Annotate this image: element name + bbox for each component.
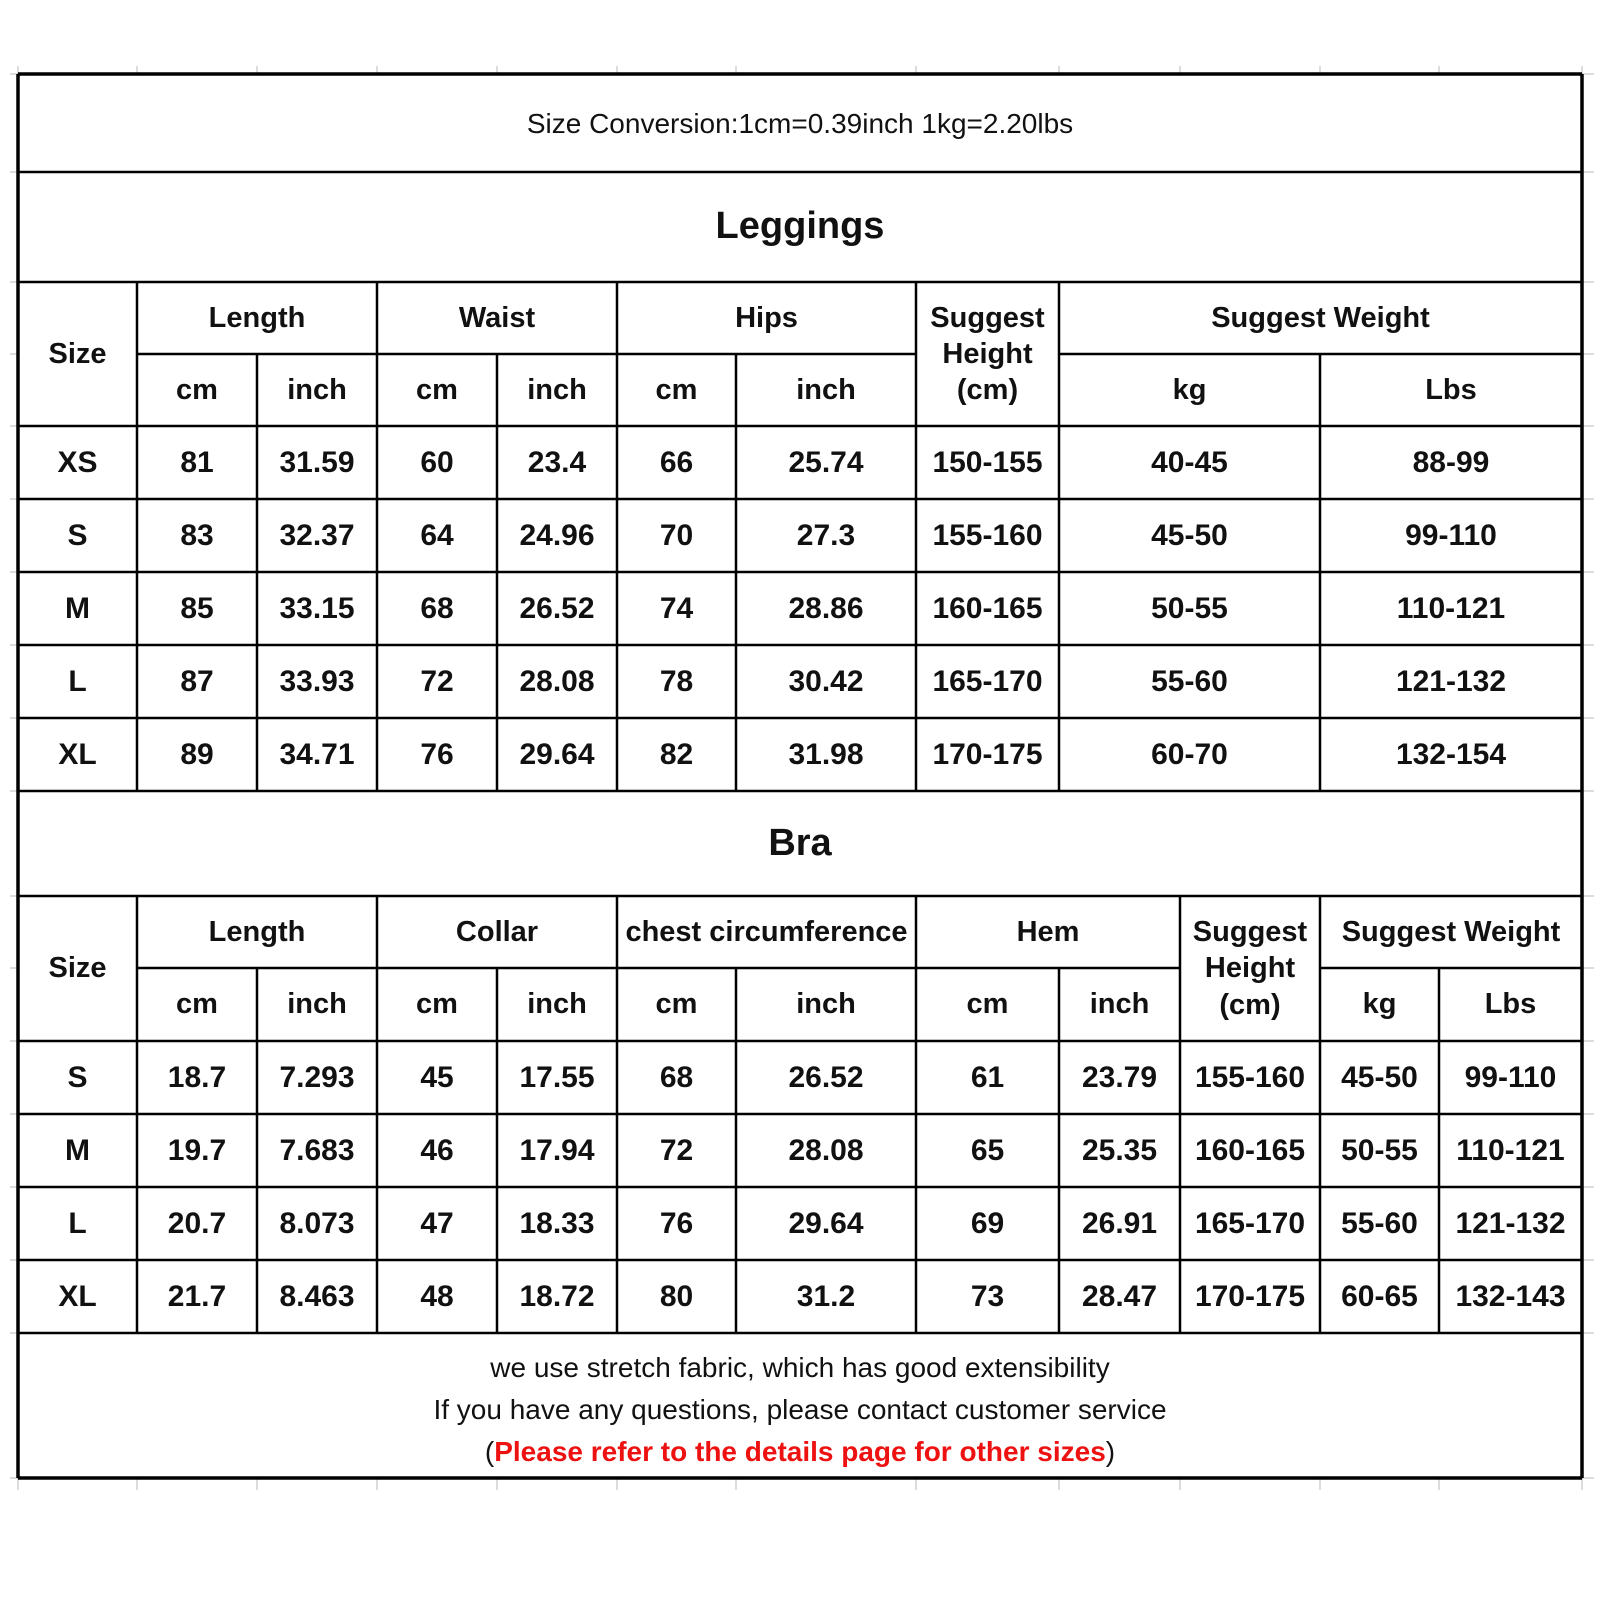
leggings-cell: 29.64 <box>519 737 595 771</box>
leggings-cell: 70 <box>659 518 694 552</box>
bra-subheader-cm: cm <box>655 988 698 1021</box>
leggings-header-size: Size <box>48 337 107 370</box>
bra-header-suggest-height: Suggest Height (cm) <box>1192 916 1308 1021</box>
bra-cell: 17.94 <box>519 1133 595 1167</box>
leggings-cell: 88-99 <box>1412 445 1490 479</box>
bra-cell: 45 <box>420 1060 454 1094</box>
bra-cell: 132-143 <box>1455 1279 1566 1313</box>
bra-cell: 26.52 <box>788 1060 864 1094</box>
bra-cell: 60-65 <box>1341 1279 1418 1313</box>
leggings-cell: 50-55 <box>1151 591 1228 625</box>
leggings-cell: 33.93 <box>279 664 355 698</box>
leggings-cell: 83 <box>180 518 214 552</box>
leggings-cell: 28.86 <box>788 591 864 625</box>
bra-cell: 18.72 <box>519 1279 595 1313</box>
leggings-cell: 87 <box>180 664 214 698</box>
leggings-cell: 26.52 <box>519 591 595 625</box>
leggings-cell: 82 <box>659 737 694 771</box>
leggings-header-waist: Waist <box>458 301 536 334</box>
bra-cell: 25.35 <box>1081 1133 1158 1167</box>
leggings-cell: 23.4 <box>527 445 587 479</box>
bra-header-length: Length <box>208 915 306 948</box>
leggings-cell: 66 <box>659 445 694 479</box>
leggings-cell: 27.3 <box>796 518 856 552</box>
bra-cell: 99-110 <box>1464 1060 1557 1094</box>
bra-cell: 46 <box>420 1133 454 1167</box>
paren-open: ( <box>484 1436 495 1467</box>
leggings-cell: 34.71 <box>279 737 355 771</box>
bra-subheader-inch: inch <box>796 988 856 1021</box>
leggings-cell: 64 <box>420 518 454 552</box>
leggings-cell: M <box>65 591 90 625</box>
bra-cell: 18.7 <box>167 1060 227 1094</box>
bra-cell: 23.79 <box>1081 1060 1158 1094</box>
footer-line-fabric: we use stretch fabric, which has good extensibility <box>490 1352 1110 1383</box>
leggings-subheader-cm: cm <box>416 373 458 406</box>
leggings-cell: 68 <box>420 591 454 625</box>
bra-cell: 7.683 <box>279 1133 355 1167</box>
bra-title: Bra <box>768 821 832 864</box>
bra-cell: 20.7 <box>167 1206 227 1240</box>
leggings-subheader-cm: cm <box>655 373 698 406</box>
bra-cell: 165-170 <box>1194 1206 1306 1240</box>
bra-cell: 21.7 <box>167 1279 227 1313</box>
bra-subheader-cm: cm <box>176 988 218 1021</box>
leggings-cell: 170-175 <box>932 737 1043 771</box>
bra-cell: 28.47 <box>1081 1279 1158 1313</box>
size-conversion-note: Size Conversion:1cm=0.39inch 1kg=2.20lbs <box>526 107 1074 139</box>
bra-cell: 68 <box>659 1060 694 1094</box>
paren-close: ) <box>1105 1436 1116 1467</box>
leggings-header-suggest-weight: Suggest Weight <box>1211 301 1430 334</box>
other-sizes-note: Please refer to the details page for other sizes <box>494 1436 1106 1467</box>
bra-cell: 55-60 <box>1341 1206 1418 1240</box>
leggings-cell: XL <box>58 737 97 771</box>
leggings-cell: 33.15 <box>279 591 355 625</box>
bra-cell: M <box>65 1133 90 1167</box>
bra-cell: L <box>68 1206 87 1240</box>
leggings-cell: 25.74 <box>788 445 864 479</box>
leggings-cell: S <box>67 518 88 552</box>
bra-cell: 69 <box>970 1206 1005 1240</box>
leggings-cell: 132-154 <box>1395 737 1507 771</box>
leggings-cell: L <box>68 664 87 698</box>
leggings-cell: 121-132 <box>1395 664 1507 698</box>
bra-cell: 110-121 <box>1456 1133 1565 1167</box>
leggings-cell: 32.37 <box>279 518 355 552</box>
bra-cell: 47 <box>420 1206 454 1240</box>
bra-subheader-lbs: Lbs <box>1484 988 1537 1021</box>
bra-cell: 31.2 <box>796 1279 856 1313</box>
bra-cell: 8.073 <box>279 1206 355 1240</box>
leggings-cell: 81 <box>180 445 214 479</box>
bra-cell: 28.08 <box>788 1133 864 1167</box>
bra-cell: 72 <box>659 1133 694 1167</box>
bra-cell: 121-132 <box>1455 1206 1566 1240</box>
leggings-header-hips: Hips <box>735 301 798 334</box>
bra-cell: 155-160 <box>1194 1060 1306 1094</box>
bra-cell: 61 <box>970 1060 1005 1094</box>
leggings-subheader-cm: cm <box>176 373 218 406</box>
bra-subheader-kg: kg <box>1362 988 1397 1021</box>
bra-cell: 29.64 <box>788 1206 864 1240</box>
leggings-cell: 45-50 <box>1151 518 1228 552</box>
bra-cell: 76 <box>659 1206 694 1240</box>
leggings-cell: 40-45 <box>1151 445 1228 479</box>
leggings-subheader-inch: inch <box>527 373 587 406</box>
bra-header-hem: Hem <box>1016 915 1080 948</box>
bra-subheader-cm: cm <box>966 988 1009 1021</box>
leggings-cell: 85 <box>180 591 214 625</box>
leggings-cell: 24.96 <box>519 518 595 552</box>
bra-cell: 18.33 <box>519 1206 595 1240</box>
leggings-subheader-lbs: Lbs <box>1425 373 1477 406</box>
bra-header-chest: chest circumference <box>625 915 908 948</box>
leggings-title: Leggings <box>715 205 885 248</box>
bra-cell: S <box>67 1060 88 1094</box>
leggings-subheader-inch: inch <box>287 373 347 406</box>
leggings-cell: XS <box>57 445 98 479</box>
bra-subheader-inch: inch <box>287 988 347 1021</box>
leggings-cell: 76 <box>420 737 454 771</box>
leggings-cell: 72 <box>420 664 454 698</box>
bra-cell: 17.55 <box>519 1060 595 1094</box>
leggings-subheader-inch: inch <box>796 373 856 406</box>
bra-header-suggest-weight: Suggest Weight <box>1341 915 1561 948</box>
leggings-cell: 78 <box>659 664 694 698</box>
leggings-cell: 110-121 <box>1396 591 1506 625</box>
bra-cell: 80 <box>659 1279 694 1313</box>
bra-cell: 26.91 <box>1081 1206 1158 1240</box>
leggings-cell: 30.42 <box>788 664 864 698</box>
leggings-cell: 60 <box>420 445 454 479</box>
leggings-cell: 165-170 <box>932 664 1043 698</box>
leggings-cell: 60-70 <box>1151 737 1228 771</box>
bra-header-collar: Collar <box>455 915 539 948</box>
bra-cell: 48 <box>420 1279 454 1313</box>
bra-subheader-inch: inch <box>527 988 587 1021</box>
leggings-cell: 150-155 <box>932 445 1043 479</box>
leggings-cell: 160-165 <box>932 591 1043 625</box>
bra-header-size: Size <box>48 952 107 985</box>
bra-cell: XL <box>58 1279 97 1313</box>
bra-cell: 7.293 <box>279 1060 355 1094</box>
leggings-header-length: Length <box>208 301 306 334</box>
bra-cell: 45-50 <box>1341 1060 1418 1094</box>
bra-cell: 170-175 <box>1194 1279 1306 1313</box>
leggings-cell: 31.98 <box>788 737 864 771</box>
bra-cell: 73 <box>970 1279 1005 1313</box>
leggings-cell: 89 <box>180 737 214 771</box>
leggings-cell: 74 <box>659 591 694 625</box>
leggings-cell: 155-160 <box>932 518 1043 552</box>
leggings-subheader-kg: kg <box>1172 373 1207 406</box>
leggings-header-suggest-height: Suggest Height (cm) <box>930 301 1045 407</box>
bra-subheader-cm: cm <box>416 988 458 1021</box>
bra-cell: 19.7 <box>167 1133 227 1167</box>
bra-subheader-inch: inch <box>1089 988 1150 1021</box>
bra-cell: 8.463 <box>279 1279 355 1313</box>
leggings-cell: 28.08 <box>519 664 595 698</box>
leggings-cell: 99-110 <box>1405 518 1497 552</box>
leggings-cell: 31.59 <box>279 445 355 479</box>
bra-cell: 50-55 <box>1341 1133 1418 1167</box>
bra-cell: 65 <box>970 1133 1005 1167</box>
leggings-cell: 55-60 <box>1151 664 1228 698</box>
bra-cell: 160-165 <box>1194 1133 1306 1167</box>
footer-line-note <box>18 1436 1582 1468</box>
footer-line-contact: If you have any questions, please contact customer service <box>433 1394 1167 1425</box>
